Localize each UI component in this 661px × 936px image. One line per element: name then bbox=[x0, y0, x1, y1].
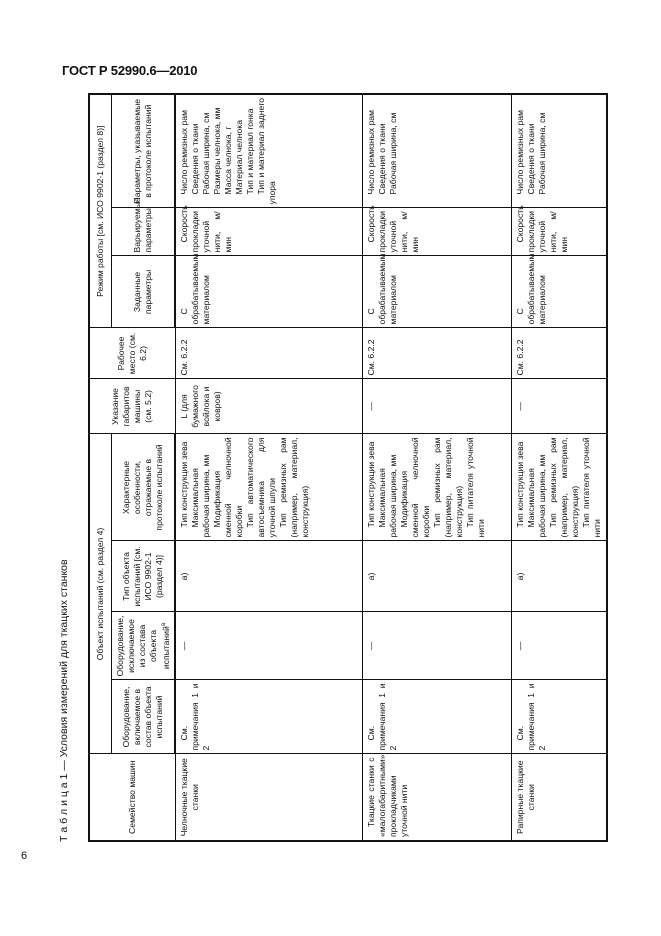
report-param-item: Число ремизных рам bbox=[366, 110, 377, 195]
report-param-item: Рабочая ширина, см bbox=[537, 112, 548, 195]
cell-text: С обрабатываемым материалом bbox=[179, 253, 212, 325]
cell-set-params bbox=[175, 253, 363, 328]
cell-family: Рапирные ткацкие станки bbox=[512, 754, 608, 841]
cell-equip-included bbox=[175, 680, 363, 754]
report-param-item: Сведения о ткани bbox=[526, 123, 537, 195]
header-group-object: Объект испытаний (см. раздел 4) bbox=[89, 434, 111, 754]
report-param-item: Масса челнока, г bbox=[223, 126, 234, 195]
characteristic-item: Максимальная рабочая ширина, мм bbox=[526, 454, 548, 538]
characteristic-item: Тип конструкции зева bbox=[515, 441, 526, 528]
table-row bbox=[363, 94, 512, 841]
cell-characteristics bbox=[512, 434, 608, 541]
cell-workplace: См. 6.2.2 bbox=[175, 328, 363, 379]
report-param-item: Рабочая ширина, см bbox=[201, 112, 212, 195]
table-caption bbox=[58, 559, 70, 842]
cell-object-type: а) bbox=[512, 541, 608, 612]
characteristic-item: Модификация сменной челночной коробки bbox=[212, 437, 245, 538]
characteristic-item: Тип конструкции зева bbox=[366, 441, 377, 528]
cell-object-type: а) bbox=[175, 541, 363, 612]
cell-equip-included bbox=[363, 680, 512, 754]
header-equip-excluded bbox=[111, 612, 175, 680]
cell-varied-params bbox=[175, 205, 363, 256]
report-param-item: Сведения о ткани bbox=[190, 123, 201, 195]
characteristic-item: Тип ремизных рам (например, материал, конструкция) bbox=[548, 437, 581, 538]
footnote-marker: a bbox=[160, 622, 167, 627]
report-param-item: Сведения о ткани bbox=[377, 123, 388, 195]
document-header: ГОСТ Р 52990.6—2010 bbox=[62, 63, 198, 78]
cell-dimensions: — bbox=[363, 379, 512, 434]
report-param-item: Рабочая ширина, см bbox=[388, 112, 399, 195]
header-object-type: Тип объекта испытаний [см. ИСО 9902-1 (раздел 4)] bbox=[111, 541, 175, 612]
cell-equip-included bbox=[512, 680, 608, 754]
table-row bbox=[512, 94, 608, 841]
cell-text: С обрабатываемым материалом bbox=[515, 253, 548, 325]
header-characteristics: Характерные особенности, отражаемые в протоколе испытаний bbox=[111, 434, 175, 541]
cell-family bbox=[363, 754, 512, 841]
table-caption-prefix: Т а б л и ц а 1 bbox=[58, 773, 70, 842]
cell-characteristics bbox=[363, 434, 512, 541]
header-dimensions: Указание габаритов машины (см. 5.2) bbox=[89, 379, 175, 434]
characteristic-item: Тип автоматического автосъемника для уточной шпули bbox=[245, 437, 278, 538]
cell-family: Челночные ткацкие станки bbox=[175, 754, 363, 841]
cell-characteristics bbox=[175, 434, 363, 541]
cell-set-params bbox=[363, 253, 512, 328]
header-family: Семейство машин bbox=[89, 754, 175, 841]
cell-workplace: См. 6.2.2 bbox=[512, 328, 608, 379]
cell-dimensions: L (для бумажного войлока и ковров) bbox=[175, 379, 363, 434]
cell-text: С обрабатываемым материалом bbox=[366, 253, 399, 325]
cell-text: Ткацкие станки с «малогабаритными» прокладчиками уточной нити bbox=[366, 754, 410, 837]
cell-text: См. примечания 1 и 2 bbox=[179, 683, 212, 751]
characteristic-item: Тип питателя уточной нити bbox=[581, 437, 603, 538]
cell-dimensions: — bbox=[512, 379, 608, 434]
cell-equip-excluded: — bbox=[175, 612, 363, 680]
table-row bbox=[175, 94, 363, 841]
characteristic-item: Тип ремизных рам (например, материал, конструкция) bbox=[432, 437, 465, 538]
cell-report-params bbox=[363, 94, 512, 208]
table-caption-text: — Условия измерений для ткацких станков bbox=[58, 559, 70, 774]
cell-object-type: а) bbox=[363, 541, 512, 612]
page-number: 6 bbox=[21, 850, 28, 862]
characteristic-item: Максимальная рабочая ширина, мм bbox=[377, 454, 399, 538]
characteristic-item: Тип ремизных рам (например, материал, конструкция) bbox=[278, 437, 311, 538]
cell-text: Скорость прокладки уточной нити, м/мин bbox=[515, 205, 570, 253]
report-param-item: Материал челнока bbox=[234, 119, 245, 195]
header-report-params: Параметры, указываемые в протоколе испытаний bbox=[111, 94, 175, 208]
cell-equip-excluded: — bbox=[363, 612, 512, 680]
header-workplace: Рабочее место (см. 6.2) bbox=[89, 328, 175, 379]
header-equip-included: Оборудование, включаемое в состав объекта испытаний bbox=[111, 680, 175, 754]
cell-workplace: См. 6.2.2 bbox=[363, 328, 512, 379]
report-param-item: Число ремизных рам bbox=[179, 110, 190, 195]
cell-varied-params bbox=[512, 205, 608, 256]
rotated-table-container bbox=[58, 95, 603, 842]
cell-varied-params bbox=[363, 205, 512, 256]
characteristic-item: Тип питателя уточной нити bbox=[465, 437, 487, 538]
header-varied-params: Варьируемые параметры bbox=[111, 208, 175, 256]
cell-text: Скорость прокладки уточной нити, м/мин bbox=[179, 205, 234, 253]
header-set-params: Заданные параметры bbox=[111, 256, 175, 328]
report-param-item: Тип и материал гонка bbox=[245, 108, 256, 195]
cell-text: Скорость прокладки уточной нити, м/мин bbox=[366, 205, 421, 253]
cell-set-params bbox=[512, 253, 608, 328]
report-param-item: Тип и материал заднего упора bbox=[256, 97, 278, 205]
header-group-mode: Режим работы [см. ИСО 9902-1 (раздел 8)] bbox=[89, 94, 111, 328]
cell-text: См. примечания 1 и 2 bbox=[366, 683, 399, 751]
characteristic-item: Тип конструкции зева bbox=[179, 441, 190, 528]
header-equip-excluded-label: Оборудование, исключаемое из состава объекта испытаний bbox=[114, 615, 171, 677]
cell-report-params bbox=[512, 94, 608, 208]
measurement-conditions-table bbox=[88, 93, 608, 842]
characteristic-item: Модификация сменной челночной коробки bbox=[399, 437, 432, 538]
characteristic-item: Максимальная рабочая ширина, мм bbox=[190, 454, 212, 538]
cell-report-params bbox=[175, 94, 363, 208]
cell-equip-excluded: — bbox=[512, 612, 608, 680]
report-param-item: Число ремизных рам bbox=[515, 110, 526, 195]
cell-text: См. примечания 1 и 2 bbox=[515, 683, 548, 751]
report-param-item: Размеры челнока, мм bbox=[212, 107, 223, 195]
